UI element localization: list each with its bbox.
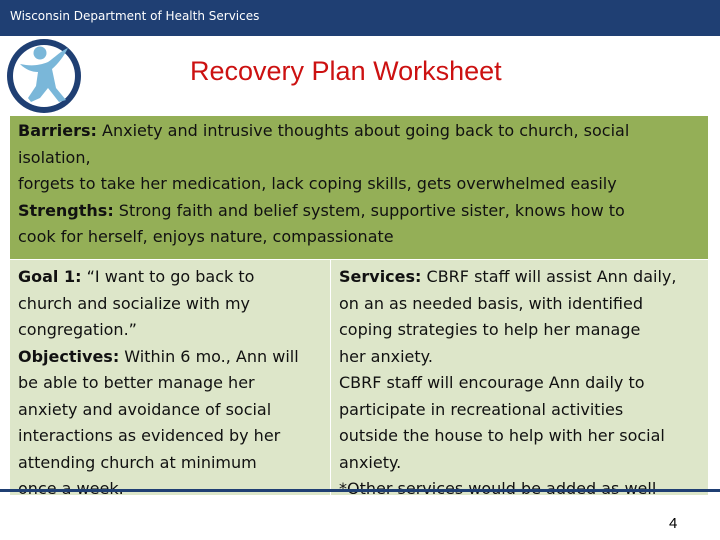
- services-label: Services:: [339, 267, 422, 286]
- objectives-line-3: anxiety and avoidance of social: [18, 399, 272, 419]
- strengths-line-2: cook for herself, enjoys nature, compassionate: [18, 227, 394, 246]
- page-number: 4: [669, 515, 678, 532]
- goal-services-panel: [10, 260, 708, 495]
- barriers-strengths-panel: [10, 116, 708, 259]
- person-figure-icon: [4, 36, 84, 114]
- barriers-text: Anxiety and intrusive thoughts about going back to church, social: [96, 121, 630, 140]
- objectives-line-5: attending church at minimum: [18, 452, 257, 472]
- services-text: CBRF staff will assist Ann daily,: [421, 267, 677, 286]
- objectives-line-1: [18, 344, 324, 371]
- services-line-1: [339, 264, 704, 291]
- goal-objectives-column: [10, 260, 331, 495]
- goal-line-2: church and socialize with my: [18, 293, 250, 313]
- objectives-line-4: interactions as evidenced by her: [18, 426, 281, 445]
- services-line-8: anxiety.: [339, 452, 402, 472]
- header-bar: [0, 0, 720, 36]
- footer-divider: [0, 489, 720, 492]
- services-line-7: outside the house to help with her social: [339, 426, 665, 445]
- services-line-3: coping strategies to help her manage: [339, 320, 641, 339]
- goal-line-1: [18, 264, 324, 291]
- objectives-text: Within 6 mo., Ann will: [119, 346, 299, 366]
- barriers-line-1: [18, 118, 700, 145]
- services-line-4: her anxiety.: [339, 346, 433, 366]
- strengths-text: Strong faith and belief system, supportive sister, knows how to: [113, 200, 625, 220]
- goal-label: Goal 1:: [18, 267, 82, 286]
- barriers-line-3: forgets to take her medication, lack coping skills, gets overwhelmed easily: [18, 174, 617, 193]
- strengths-line-1: [18, 198, 700, 225]
- barriers-line-2: isolation,: [18, 147, 91, 167]
- objectives-line-2: be able to better manage her: [18, 373, 255, 392]
- goal-line-3: congregation.”: [18, 320, 137, 339]
- goal-text: “I want to go back to: [81, 267, 255, 286]
- objectives-label: Objectives:: [18, 346, 120, 366]
- services-line-5: CBRF staff will encourage Ann daily to: [339, 373, 645, 392]
- organization-name: Wisconsin Department of Health Services: [10, 9, 260, 23]
- strengths-label: Strengths:: [18, 200, 114, 220]
- barriers-label: Barriers:: [18, 121, 97, 140]
- services-column: [331, 260, 708, 495]
- services-line-2: on an as needed basis, with identified: [339, 293, 644, 313]
- services-line-6: participate in recreational activities: [339, 399, 624, 419]
- page-title: Recovery Plan Worksheet: [190, 56, 502, 86]
